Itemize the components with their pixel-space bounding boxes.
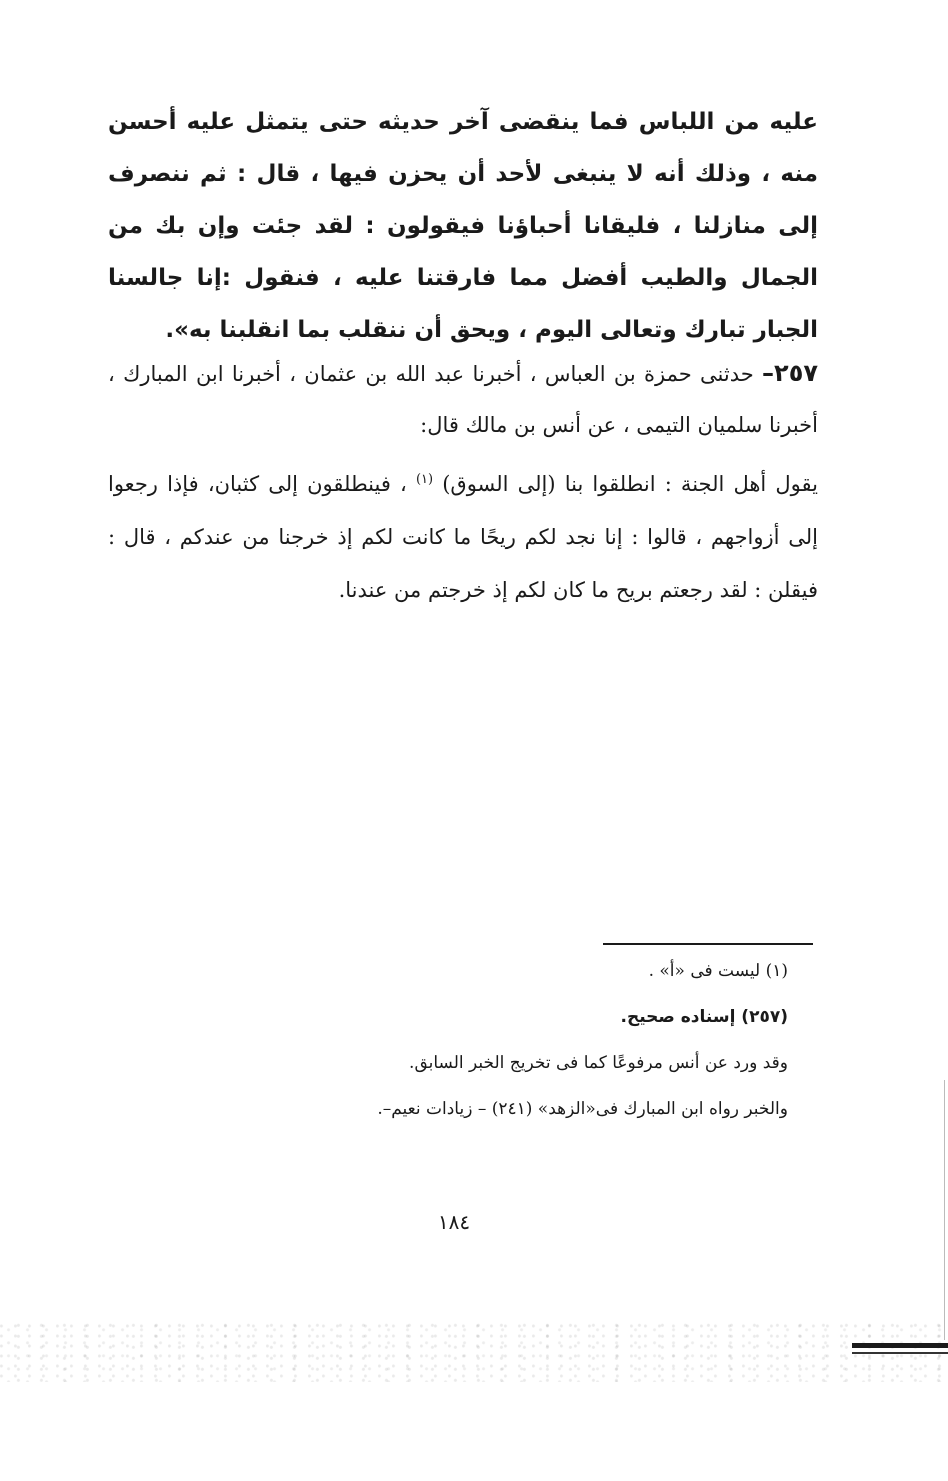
footnotes-section — [228, 948, 788, 1132]
footnote-2-heading: (٢٥٧) إسناده صحيح. — [620, 1007, 788, 1027]
hadith-chain: حدثنى حمزة بن العباس ، أخبرنا عبد الله بن عثمان ، أخبرنا ابن المبارك ، أخبرنا سلميان التيمى ، عن أنس بن مالك قال: — [108, 362, 818, 437]
scan-edge-bar — [852, 1343, 948, 1348]
hadith-dash: – — [762, 359, 775, 387]
scan-noise — [0, 1322, 948, 1382]
hadith-text-part1: يقول أهل الجنة : انطلقوا بنا (إلى السوق) — [442, 472, 818, 496]
footnote-1: (١) ليست فى «أ» . — [648, 961, 788, 981]
hadith-number: ٢٥٧ — [774, 359, 818, 387]
footnote-reference: (١) — [415, 472, 434, 487]
footnote-2-line-2: والخبر رواه ابن المبارك فى«الزهد» (٢٤١) – زيادات نعيم–. — [377, 1099, 788, 1119]
continuation-line: فارقتنا عليه ، فنقول :إنا جالسنا الجبار تبارك وتعالى اليوم ، ويحق أن — [108, 265, 818, 343]
scan-edge-line — [944, 1080, 945, 1340]
continuation-line: وذلك أنه لا ينبغى لأحد أن يحزن فيها ، قال : ثم ننصرف إلى منازلنا ، — [108, 161, 818, 239]
page-number: ١٨٤ — [437, 1210, 471, 1234]
footnote-divider — [603, 943, 813, 945]
scan-edge-bar-thin — [852, 1352, 948, 1354]
footnote-2-line-1: وقد ورد عن أنس مرفوعًا كما فى تخريج الخبر السابق. — [409, 1053, 788, 1073]
hadith-text-part2: ، فينطلقون إلى كثبان، فإذا رجعوا إلى أزواجهم ، قالوا : إنا نجد لكم ريحًا ما كانت لكم إذ خرجنا من عندكم ، قال : فيقلن : لقد رجعتم بريح ما كان لكم إذ خرجتم من عندنا. — [108, 472, 818, 602]
hadith-text-paragraph — [108, 458, 818, 617]
continuation-line: فليقانا أحباؤنا فيقولون : لقد جئت وإن بك من الجمال والطيب أفضل مما — [108, 213, 818, 291]
continuation-line: ننقلب بما انقلبنا به». — [165, 317, 407, 343]
continuation-line: عليه من اللباس فما ينقضى آخر حديثه حتى يتمثل عليه أحسن منه ، — [108, 109, 818, 187]
continuation-paragraph — [108, 96, 818, 356]
hadith-chain-paragraph — [108, 348, 818, 451]
